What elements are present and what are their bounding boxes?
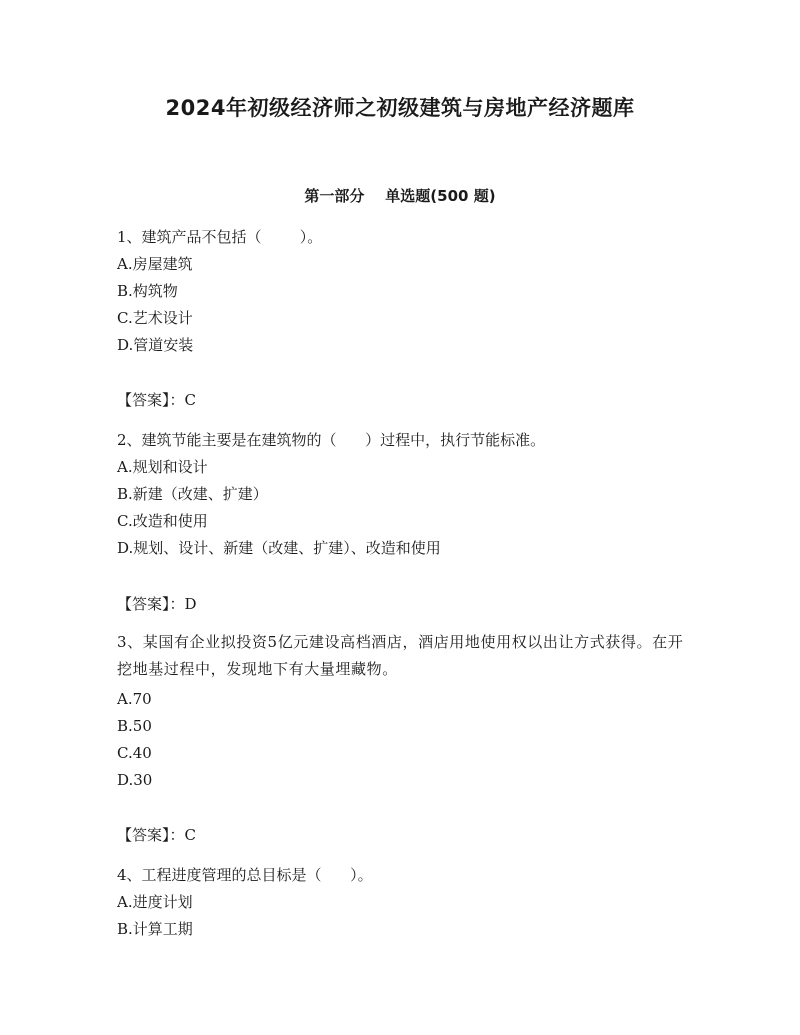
option-3a: A.70	[117, 690, 152, 708]
answer-2: 【答案】：D	[117, 595, 197, 613]
question-stem-2: 2、建筑节能主要是在建筑物的（ ）过程中，执行节能标准。	[117, 431, 546, 449]
option-3c: C.40	[117, 744, 152, 762]
option-2b: B.新建（改建、扩建）	[117, 485, 268, 503]
question-stem-3: 3、某国有企业拟投资5亿元建设高档酒店，酒店用地使用权以出让方式获得。在开挖地基过程中，发现地下有大量埋藏物。	[117, 633, 684, 678]
section-title: 第一部分 单选题(500 题)	[304, 187, 496, 205]
option-4a: A.进度计划	[117, 893, 193, 911]
question-stem-1: 1、建筑产品不包括（ ）。	[117, 228, 323, 246]
option-1c: C.艺术设计	[117, 309, 193, 327]
option-1a: A.房屋建筑	[117, 255, 193, 273]
document-title: 2024年初级经济师之初级建筑与房地产经济题库	[165, 96, 635, 120]
option-2d: D.规划、设计、新建（改建、扩建）、改造和使用	[117, 539, 441, 557]
question-stem-4: 4、工程进度管理的总目标是（ ）。	[117, 866, 373, 884]
option-2a: A.规划和设计	[117, 458, 208, 476]
answer-3: 【答案】：C	[117, 826, 196, 844]
answer-1: 【答案】：C	[117, 391, 196, 409]
option-2c: C.改造和使用	[117, 512, 208, 530]
option-3d: D.30	[117, 771, 153, 789]
option-1d: D.管道安装	[117, 336, 194, 354]
option-1b: B.构筑物	[117, 282, 178, 300]
option-4b: B.计算工期	[117, 920, 193, 938]
option-3b: B.50	[117, 717, 152, 735]
